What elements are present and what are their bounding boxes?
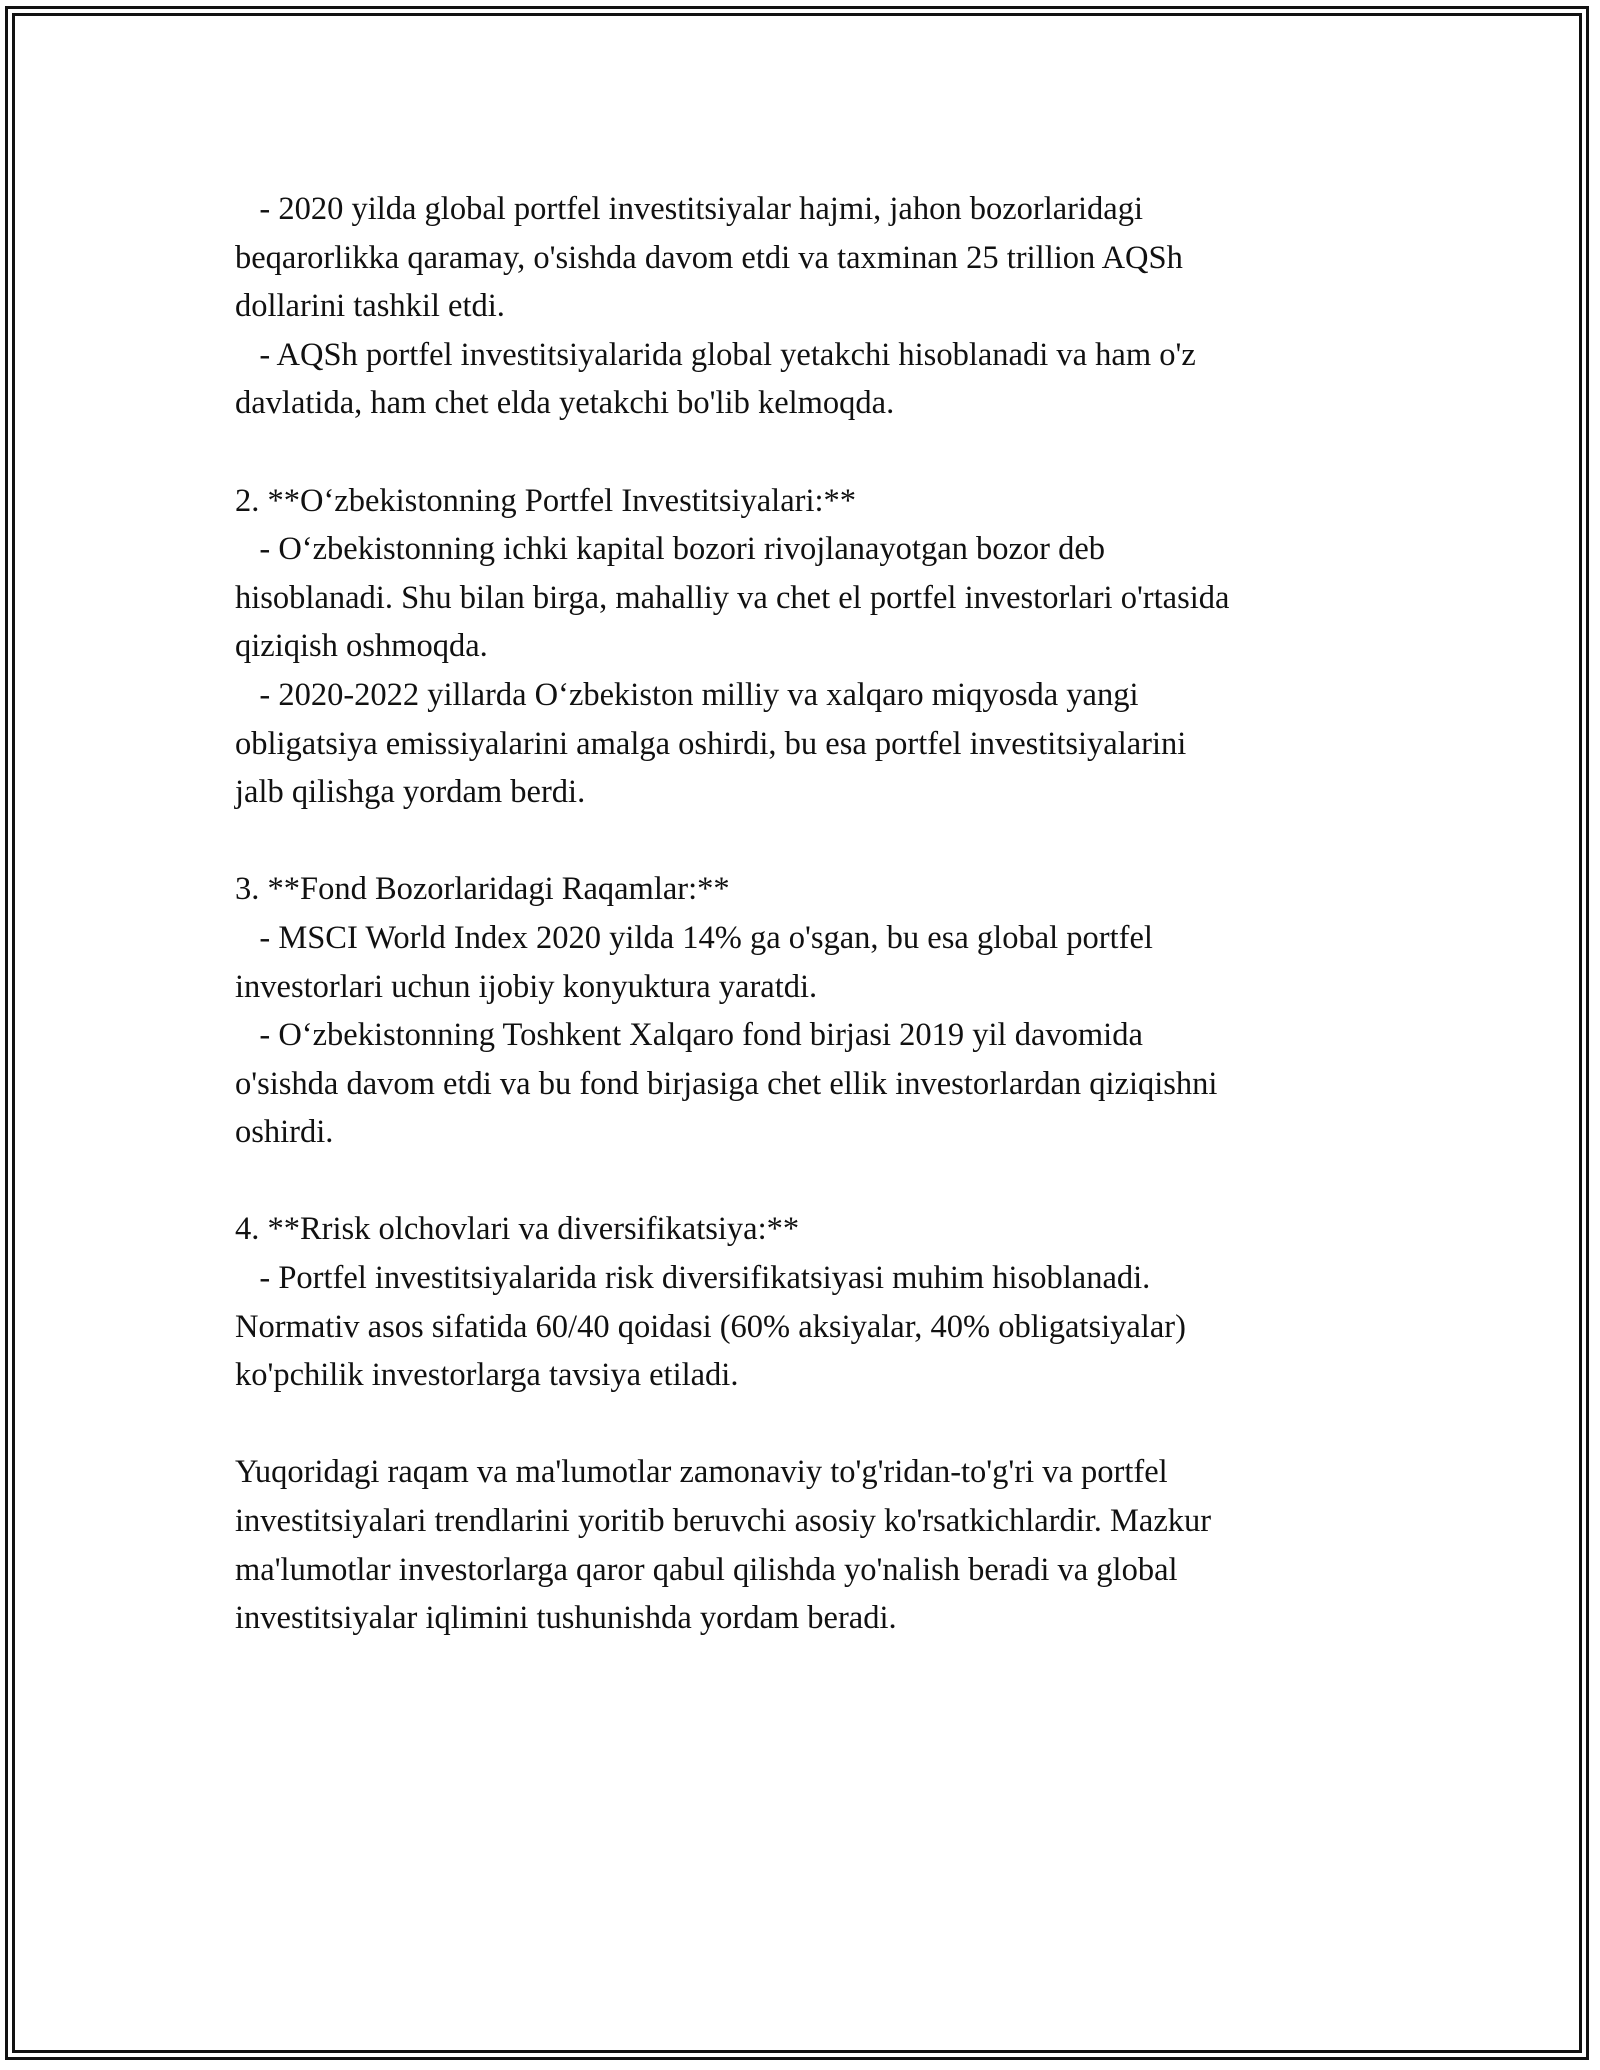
text-line: - 2020 yilda global portfel investitsiyalar hajmi, jahon bozorlaridagi — [235, 191, 1143, 227]
text-line: - Portfel investitsiyalarida risk diversifikatsiyasi muhim hisoblanadi. — [235, 1260, 1151, 1297]
text-line: - O‘zbekistonning Toshkent Xalqaro fond birjasi 2019 yil davomida — [235, 1017, 1143, 1054]
paragraph-gap — [235, 1157, 1365, 1206]
section-heading: 2. **O‘zbekistonning Portfel Investitsiyalari:** — [235, 482, 857, 519]
text-line: investorlari uchun ijobiy konyuktura yaratdi. — [235, 968, 818, 1005]
text-line: dollarini tashkil etdi. — [235, 288, 505, 325]
text-line: o'sishda davom etdi va bu fond birjasiga chet ellik investorlardan qiziqishni — [235, 1065, 1218, 1102]
text-line: jalb qilishga yordam berdi. — [235, 774, 586, 811]
text-line: beqarorlikka qaramay, o'sishda davom etdi va taxminan 25 trillion AQSh — [235, 239, 1183, 276]
paragraph-gap — [235, 817, 1365, 866]
text-line: - AQSh portfel investitsiyalarida global yetakchi hisoblanadi va ham o'z — [235, 336, 1196, 373]
text-line: oshirdi. — [235, 1114, 334, 1151]
text-line: qiziqish oshmoqda. — [235, 628, 488, 665]
text-line: - O‘zbekistonning ichki kapital bozori rivojlanayotgan bozor deb — [235, 531, 1106, 568]
text-line: Yuqoridagi raqam va ma'lumotlar zamonaviy to'g'ridan-to'g'ri va portfel — [235, 1454, 1168, 1491]
paragraph-gap — [235, 428, 1365, 477]
text-line: ma'lumotlar investorlarga qaror qabul qilishda yo'nalish beradi va global — [235, 1551, 1178, 1588]
text-line: davlatida, ham chet elda yetakchi bo'lib kelmoqda. — [235, 385, 895, 422]
text-line: - MSCI World Index 2020 yilda 14% ga o'sgan, bu esa global portfel — [235, 919, 1153, 956]
text-line: hisoblanadi. Shu bilan birga, mahalliy va chet el portfel investorlari o'rtasida — [235, 579, 1230, 616]
text-line: ko'pchilik investorlarga tavsiya etiladi. — [235, 1357, 739, 1394]
text-line: Normativ asos sifatida 60/40 qoidasi (60% aksiyalar, 40% obligatsiyalar) — [235, 1308, 1186, 1345]
text-line: investitsiyalari trendlarini yoritib beruvchi asosiy ko'rsatkichlardir. Mazkur — [235, 1503, 1212, 1540]
section-heading: 3. **Fond Bozorlaridagi Raqamlar:** — [235, 871, 730, 908]
section-heading: 4. **Rrisk olchovlari va diversifikatsiya:** — [235, 1211, 800, 1248]
document-body — [235, 185, 1365, 1643]
text-line: obligatsiya emissiyalarini amalga oshirdi, bu esa portfel investitsiyalarini — [235, 725, 1187, 762]
paragraph-gap — [235, 1400, 1365, 1449]
text-line: - 2020-2022 yillarda O‘zbekiston milliy va xalqaro miqyosda yangi — [235, 676, 1139, 713]
text-line: investitsiyalar iqlimini tushunishda yordam beradi. — [235, 1600, 897, 1637]
